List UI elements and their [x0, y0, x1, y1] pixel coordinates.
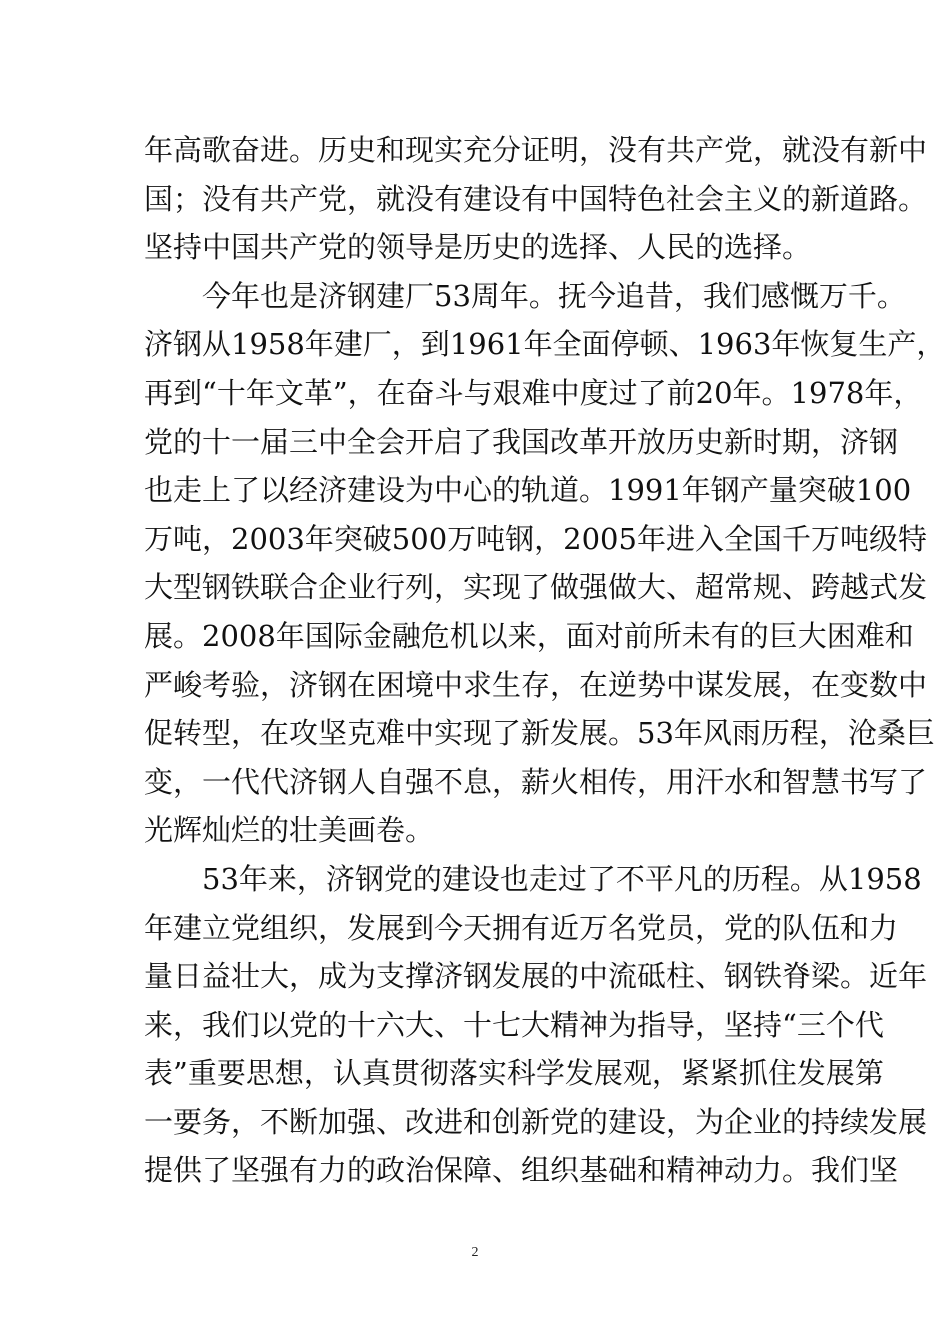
text-line-2: 国；没有共产党，就没有建设有中国特色社会主义的新道路。 [144, 181, 928, 216]
text-line-11: 展。2008年国际金融危机以来，面对前所未有的巨大困难和 [144, 618, 914, 653]
text-line-3: 坚持中国共产党的领导是历史的选择、人民的选择。 [144, 230, 812, 265]
text-line-17: 年建立党组织，发展到今天拥有近万名党员，党的队伍和力 [144, 910, 899, 945]
text-line-13: 促转型，在攻坚克难中实现了新发展。53年风雨历程，沧桑巨 [144, 716, 935, 751]
text-line-18: 量日益壮大，成为支撑济钢发展的中流砥柱、钢铁脊梁。近年 [144, 959, 928, 994]
text-line-7: 党的十一届三中全会开启了我国改革开放历史新时期，济钢 [144, 424, 899, 459]
text-line-10: 大型钢铁联合企业行列，实现了做强做大、超常规、跨越式发 [144, 570, 928, 605]
text-line-14: 变，一代代济钢人自强不息，薪火相传，用汗水和智慧书写了 [144, 764, 928, 799]
text-line-1: 年高歌奋进。历史和现实充分证明，没有共产党，就没有新中 [144, 133, 928, 167]
paragraph-start-line-16: 53年来，济钢党的建设也走过了不平凡的历程。从1958 [202, 861, 922, 896]
text-line-20: 表”重要思想，认真贯彻落实科学发展观，紧紧抓住发展第 [144, 1056, 884, 1091]
page-number: 2 [471, 1245, 479, 1260]
paragraph-start-line-4: 今年也是济钢建厂53周年。抚今追昔，我们感慨万千。 [202, 278, 906, 313]
text-line-6: 再到“十年文革”，在奋斗与艰难中度过了前20年。1978年， [144, 375, 923, 410]
text-line-5: 济钢从1958年建厂，到1961年全面停顿、1963年恢复生产， [144, 327, 946, 362]
text-line-12: 严峻考验，济钢在困境中求生存，在逆势中谋发展，在变数中 [144, 667, 928, 702]
text-line-22: 提供了坚强有力的政治保障、组织基础和精神动力。我们坚 [144, 1153, 899, 1188]
document-body [144, 126, 946, 1195]
text-line-21: 一要务，不断加强、改进和创新党的建设，为企业的持续发展 [144, 1104, 928, 1139]
text-line-15: 光辉灿烂的壮美画卷。 [144, 813, 435, 848]
text-line-19: 来，我们以党的十六大、十七大精神为指导，坚持“三个代 [144, 1007, 884, 1042]
text-line-9: 万吨，2003年突破500万吨钢，2005年进入全国千万吨级特 [144, 521, 927, 556]
text-line-8: 也走上了以经济建设为中心的轨道。1991年钢产量突破100 [144, 473, 912, 508]
